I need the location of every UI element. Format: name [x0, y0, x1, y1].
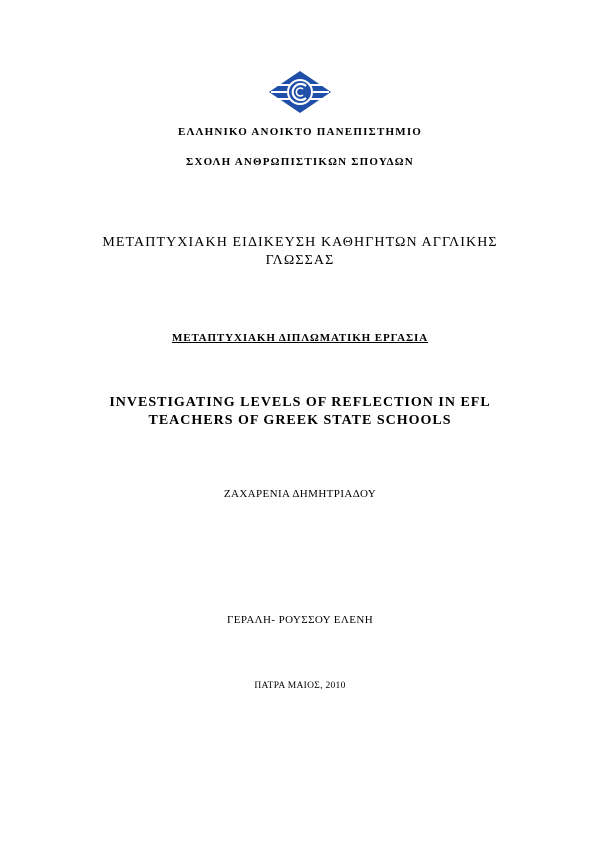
supervisor-name: ΓΕΡΑΛΗ- ΡΟΥΣΣΟΥ ΕΛΕΝΗ: [226, 614, 374, 626]
program-title-line-2: ΓΛΩΣΣΑΣ: [265, 253, 335, 268]
program-title-line-1: ΜΕΤΑΠΤΥΧΙΑΚΗ ΕΙΔΙΚΕΥΣΗ ΚΑΘΗΓΗΤΩΝ ΑΓΓΛΙΚΗΣ: [102, 235, 498, 250]
university-seal-icon: [268, 70, 332, 114]
thesis-title-line-1: INVESTIGATING LEVELS OF REFLECTION IN EFL: [109, 395, 491, 410]
author-name: ΖΑΧΑΡΕΝΙΑ ΔΗΜΗΤΡΙΑΔΟΥ: [223, 488, 377, 500]
place-and-date: ΠΑΤΡΑ ΜΑΙΟΣ, 2010: [254, 681, 346, 691]
school-name: ΣΧΟΛΗ ΑΝΘΡΩΠΙΣΤΙΚΩΝ ΣΠΟΥΔΩΝ: [186, 156, 414, 168]
university-name: ΕΛΛΗΝΙΚΟ ΑΝΟΙΚΤΟ ΠΑΝΕΠΙΣΤΗΜΙΟ: [177, 126, 423, 138]
thesis-title-line-2: TEACHERS OF GREEK STATE SCHOOLS: [148, 413, 452, 428]
thesis-title: [70, 394, 530, 430]
thesis-type-heading: ΜΕΤΑΠΤΥΧΙΑΚΗ ΔΙΠΛΩΜΑΤΙΚΗ ΕΡΓΑΣΙΑ: [171, 332, 429, 344]
program-title: [90, 234, 510, 270]
